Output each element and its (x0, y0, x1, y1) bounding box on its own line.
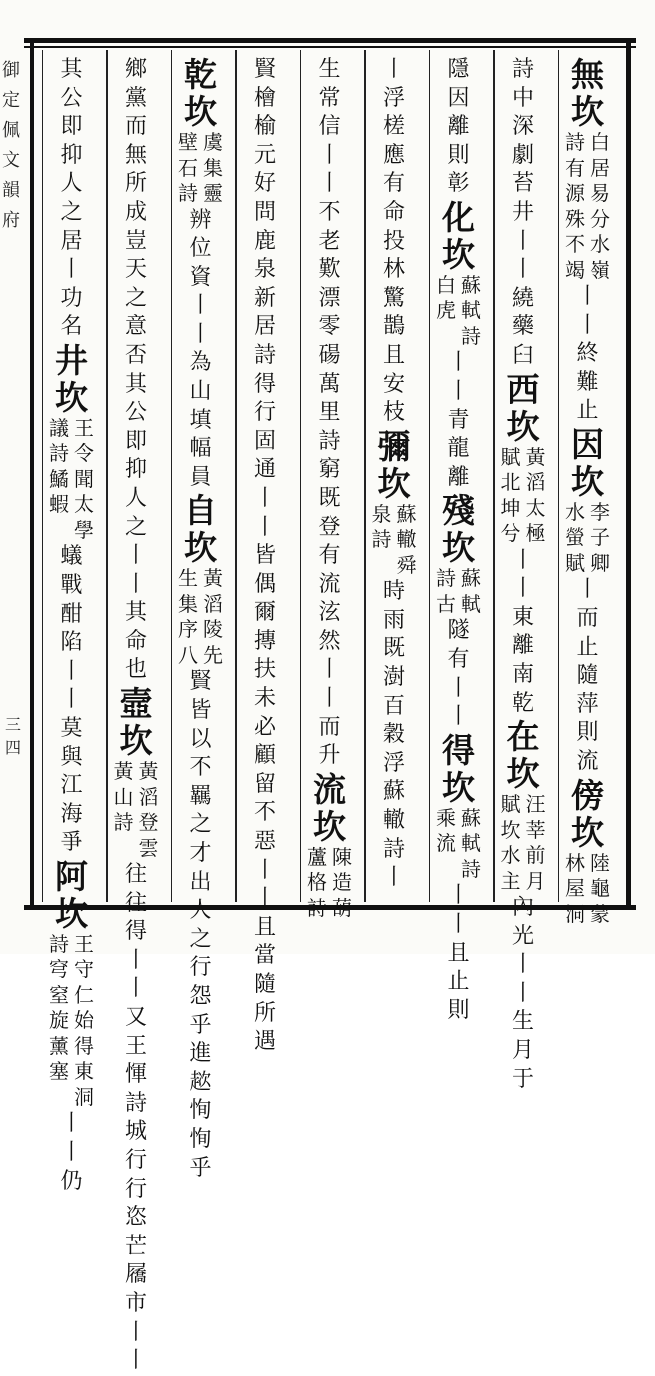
text-column (47, 56, 97, 1194)
headword: 傍 坎 (571, 775, 604, 852)
margin-title-char: 佩 (2, 120, 20, 141)
source-annotation: 黃 山 詩 黃 滔 登 雲 (113, 759, 159, 860)
source-annotation: 水 螢 賦 李 子 卿 (565, 499, 610, 575)
quotation-text: 往 往 得 丨 丨 又 王 惲 詩 城 (124, 862, 147, 1145)
quotation-text: 丨 丨 仍 (60, 1111, 83, 1194)
left-border (30, 38, 34, 910)
column-rule (493, 50, 495, 902)
margin-title-char: 文 (2, 150, 20, 171)
quotation-text: 丨 浮 槎 應 有 命 投 林 驚 鵲 且 安 枝 (382, 57, 405, 426)
text-column (176, 55, 226, 1181)
source-annotation: 蘆 格 詩 陳 造 葫 (307, 844, 352, 920)
margin-title (0, 56, 22, 576)
quotation-text: 詩 中 深 劇 苔 井 丨 丨 繞 藥 臼 (511, 57, 534, 368)
text-column (369, 56, 419, 898)
text-column (434, 56, 484, 1023)
quotation-text: 丨 而 止 隨 萍 則 流 (576, 577, 599, 775)
quotation-text: 生 常 信 丨 丨 不 老 歎 漂 零 碭 萬 里 詩 窮 (318, 57, 341, 483)
column-rule (364, 50, 366, 902)
margin-title-char: 韻 (2, 180, 20, 201)
column-rule (235, 50, 237, 902)
text-column (563, 55, 613, 926)
source-annotation: 生 集 序 八 黃 滔 陵 先 (178, 566, 223, 667)
quotation-text: 澍 百 穀 (382, 665, 405, 748)
headword: 彌 坎 (377, 426, 411, 503)
quotation-text: 隧 有 丨 丨 (447, 618, 470, 730)
quotation-text: 時 雨 既 (382, 579, 405, 662)
quotation-text: 內 光 丨 丨 生 月 于 (511, 895, 534, 1092)
quotation-text: 鄉 黨 而 無 所 成 豈 天 之 意 否 其 公 即 抑 人 之 (124, 57, 147, 540)
quotation-text: 其 公 即 抑 人 之 (60, 57, 83, 225)
margin-title-char: 定 (2, 90, 20, 111)
headword: 無 坎 (571, 55, 604, 131)
headword: 殘 坎 (442, 491, 475, 568)
quotation-text: 居 丨 功 名 (60, 228, 83, 340)
quotation-text: 行 行 恣 芒 屩 (124, 1148, 147, 1288)
source-annotation: 賦 北 坤 兮 黃 滔 太 極 (500, 444, 546, 546)
quotation-text: 丨 丨 且 止 則 (447, 883, 470, 1023)
quotation-text: 浮 蘇 轍 詩 丨 (382, 750, 405, 891)
source-annotation: 詩 有 源 殊 不 竭 白 居 易 分 水 嶺 (565, 130, 610, 282)
quotation-text: 丨 丨 其 命 也 (124, 543, 147, 683)
text-column (305, 56, 355, 920)
column-rule (558, 50, 560, 902)
source-annotation: 林 屋 洞 陸 龜 蒙 (565, 850, 610, 926)
quotation-text: 丨 丨 終 難 止 (576, 284, 599, 424)
column-rule (171, 50, 173, 902)
margin-title-char: 御 (2, 60, 20, 81)
source-annotation: 賦 坎 水 主 汪 莘 前 月 (500, 792, 546, 893)
quotation-text: 丨 丨 東 離 南 乾 (511, 547, 534, 716)
headword: 得 坎 (442, 730, 475, 807)
source-annotation: 議 詩 鱊 蝦 王 令 聞 太 學 (49, 415, 94, 542)
quotation-text: 既 登 有 流 泫 然 丨 丨 而 升 (318, 485, 341, 769)
headword: 化 坎 (442, 197, 475, 274)
quotation-text: 隱 因 離 則 彰 (447, 57, 470, 197)
quotation-text: 賢 檜 榆 元 好 問 鹿 泉 新 居 詩 得 行 固 (253, 57, 276, 454)
top-border (24, 38, 636, 43)
right-border (626, 38, 631, 910)
headword: 阿 坎 (55, 856, 88, 933)
headword: 乾 坎 (184, 55, 217, 131)
source-annotation: 詩 古 蘇 軾 (436, 566, 481, 616)
quotation-text: 辨 位 資 丨 丨 為 山 填 幅 員 (189, 207, 212, 490)
quotation-text: 丨 丨 青 龍 離 (447, 350, 470, 490)
column-rule (42, 50, 44, 902)
source-annotation: 壁 石 詩 虞 集 靈 (178, 130, 223, 205)
quotation-text: 市 丨 丨 (124, 1290, 147, 1374)
headword: 壼 坎 (119, 684, 153, 761)
column-rule (106, 50, 108, 902)
headword: 井 坎 (55, 340, 88, 417)
headword: 西 坎 (506, 369, 540, 446)
source-annotation: 乘 流 蘇 軾 詩 (436, 805, 481, 881)
source-annotation: 泉 詩 蘇 轍 舜 (371, 501, 417, 577)
column-rule (429, 50, 431, 902)
text-column (240, 56, 290, 1055)
text-column (111, 56, 161, 1374)
quotation-text: 通 丨 丨 皆 偶 爾 摶 扶 未 必 (253, 457, 276, 740)
column-rule (300, 50, 302, 902)
quotation-text: 顧 留 不 惡 丨 丨 且 當 隨 所 遇 (253, 743, 276, 1055)
headword: 在 坎 (506, 717, 540, 794)
headword: 流 坎 (313, 769, 346, 846)
text-column (498, 56, 548, 1092)
top-inner-border (24, 46, 636, 48)
source-annotation: 白 虎 蘇 軾 詩 (436, 272, 481, 348)
page-number: 三四 (4, 715, 21, 757)
source-annotation: 詩 穹 窒 旋 薰 塞 王 守 仁 始 得 東 洞 (49, 931, 94, 1109)
quotation-text: 賢 皆 以 不 羈 之 才 出 人 之 行 怨 乎 進 趑 恂 恂 乎 (189, 669, 212, 1181)
headword: 因 坎 (571, 424, 604, 501)
headword: 自 坎 (184, 491, 217, 568)
quotation-text: 蟻 戰 酣 陷 丨 丨 莫 與 江 海 爭 (60, 544, 83, 856)
margin-title-char: 府 (2, 210, 20, 231)
